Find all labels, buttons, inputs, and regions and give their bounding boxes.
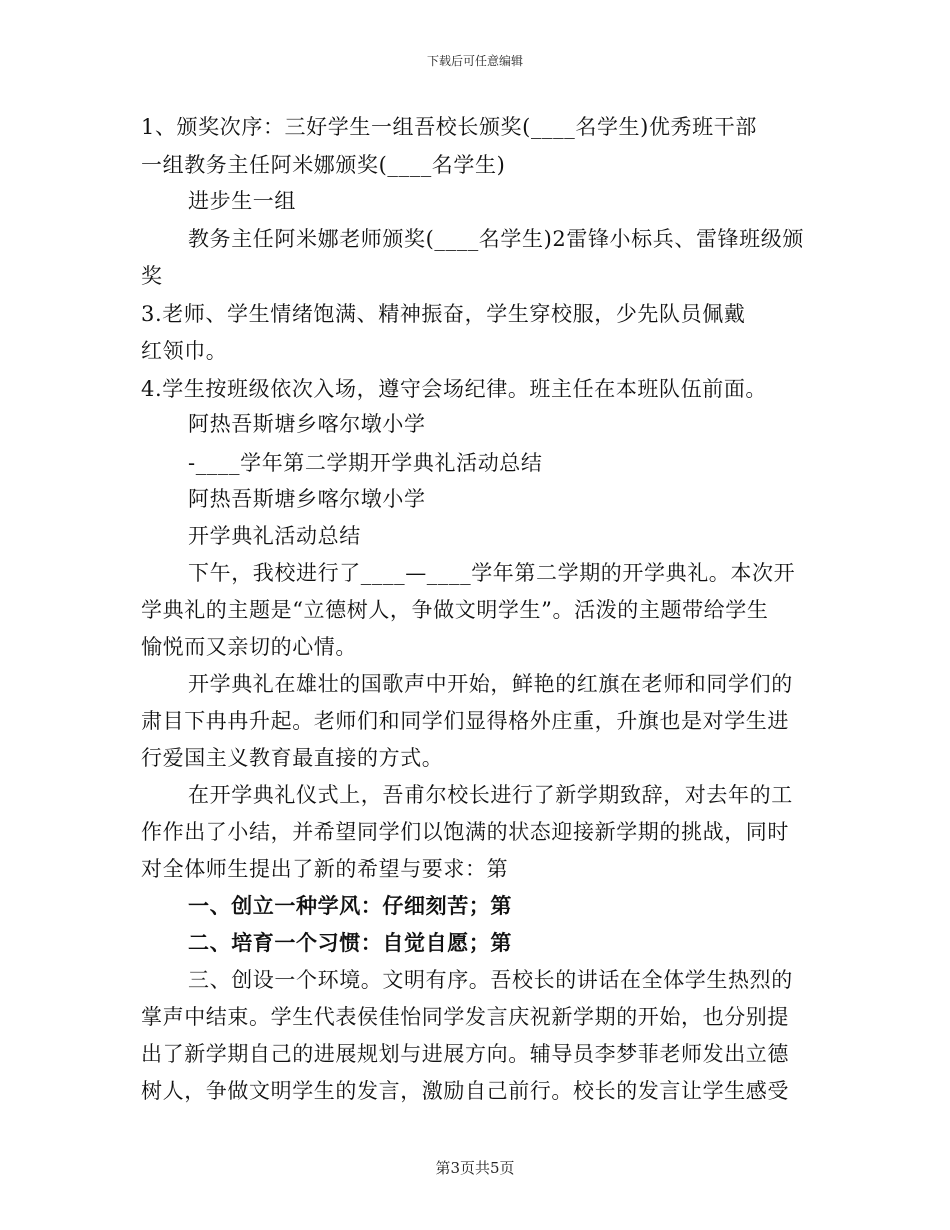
paragraph-line: 3.老师、学生情绪饱满、精神振奋，学生穿校服，少先队员佩戴 — [141, 302, 746, 326]
paragraph-line: 下午，我校进行了____—____学年第二学期的开学典礼。本次开 — [188, 561, 796, 585]
paragraph-line: 树人，争做文明学生的发言，激励自己前行。校长的发言让学生感受 — [141, 1079, 789, 1103]
paragraph-line: 阿热吾斯塘乡喀尔墩小学 — [188, 487, 426, 511]
paragraph-line: 教务主任阿米娜老师颁奖(____名学生)2雷锋小标兵、雷锋班级颁 — [188, 227, 804, 251]
paragraph-line: 1、颁奖次序：三好学生一组吾校长颁奖(____名学生)优秀班干部 — [141, 115, 757, 139]
paragraph-line: 行爱国主义教育最直接的方式。 — [141, 746, 444, 770]
paragraph-line: 开学典礼活动总结 — [188, 524, 361, 548]
paragraph-line: 奖 — [141, 264, 163, 288]
paragraph-line: 出了新学期自己的进展规划与进展方向。辅导员李梦菲老师发出立德 — [141, 1042, 789, 1066]
paragraph-line: 二、培育一个习惯：自觉自愿；第 — [188, 930, 512, 955]
paragraph-line: 三、创设一个环境。文明有序。吾校长的讲话在全体学生热烈的 — [188, 968, 793, 992]
paragraph-line: 进步生一组 — [188, 189, 296, 213]
page-header: 下载后可任意编辑 — [426, 54, 523, 68]
paragraph-line: 对全体师生提出了新的希望与要求：第 — [141, 857, 509, 881]
paragraph-line: -____学年第二学期开学典礼活动总结 — [188, 451, 543, 475]
paragraph-line: 掌声中结束。学生代表侯佳怡同学发言庆祝新学期的开始，也分别提 — [141, 1005, 789, 1029]
paragraph-line: 肃目下冉冉升起。老师们和同学们显得格外庄重，升旗也是对学生进 — [141, 709, 789, 733]
paragraph-line: 在开学典礼仪式上，吾甫尔校长进行了新学期致辞，对去年的工 — [188, 783, 793, 807]
paragraph-line: 一组教务主任阿米娜颁奖(____名学生) — [141, 153, 506, 177]
paragraph-line: 4.学生按班级依次入场，遵守会场纪律。班主任在本班队伍前面。 — [141, 377, 768, 401]
page-number: 第3页共5页 — [435, 1159, 515, 1177]
paragraph-line: 一、创立一种学风：仔细刻苦；第 — [188, 893, 512, 918]
paragraph-line: 开学典礼在雄壮的国歌声中开始，鲜艳的红旗在老师和同学们的 — [188, 672, 793, 696]
paragraph-line: 愉悦而又亲切的心情。 — [141, 635, 357, 659]
paragraph-line: 阿热吾斯塘乡喀尔墩小学 — [188, 412, 426, 436]
paragraph-line: 作作出了小结，并希望同学们以饱满的状态迎接新学期的挑战，同时 — [141, 820, 789, 844]
paragraph-line: 红领巾。 — [141, 339, 228, 363]
paragraph-line: 学典礼的主题是“立德树人，争做文明学生”。活泼的主题带给学生 — [141, 598, 769, 622]
